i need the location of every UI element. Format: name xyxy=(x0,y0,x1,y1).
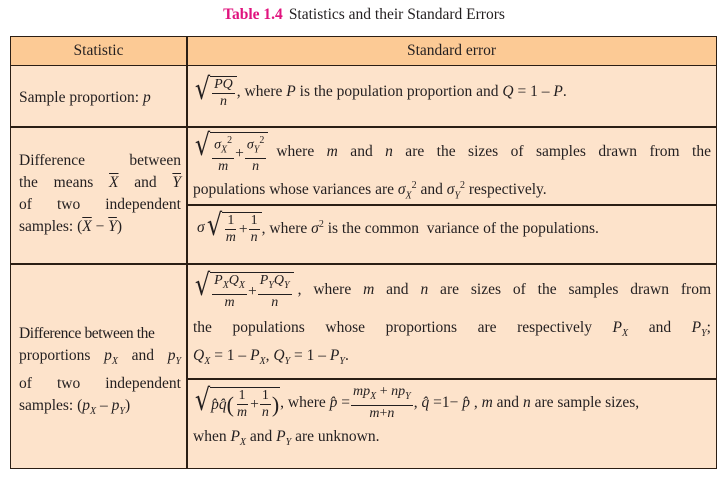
se-difference-means-1: √ $\frac{\sigma_X^2}{m}$ + $\frac{\sigma_Y^2}{n}$ where m and n are the sizes of samples drawn from the populations whose variances are $\sigma_X^2$ and $\sigma_Y^2$ respectively. xyxy=(193,128,711,202)
statistic-sample-proportion: Sample proportion: p xyxy=(19,89,151,106)
sqrt-formula: √ $\frac{PQ}{n}$ xyxy=(193,73,237,110)
table-header xyxy=(11,37,716,66)
table-label: Table 1.4 xyxy=(223,6,283,23)
se-difference-proportions-2: √ p̂q̂ ( $\frac{1}{m}$ + $\frac{1}{n}$ ) , where p̂ = $\frac{mp_X + np_Y}{m+n}$ , q̂ =1− p̂ , m and n are sample sizes, when $P_X$ and $P_Y$ are unknown. xyxy=(193,383,640,448)
sqrt-formula: √ p̂q̂ ( $\frac{1}{m}$ + $\frac{1}{n}$ ) xyxy=(194,383,280,421)
statistics-table xyxy=(10,36,717,469)
column-divider xyxy=(186,37,188,468)
statistic-difference-proportions: Difference between the proportions $p_X$ and $p_Y$ of two independent samples: $(p_X - p_Y)$ xyxy=(19,325,181,418)
row-divider xyxy=(11,263,716,265)
sqrt-formula: √ $\frac{1}{m}$ + $\frac{1}{n}$ xyxy=(205,209,262,246)
header-statistic: Statistic xyxy=(73,42,124,59)
statistic-difference-means: Difference between the means $\overline{X}$ and $\overline{Y}$ of two independent samples: $(\overline{X} - \overline{Y})$ xyxy=(19,152,181,235)
table-caption xyxy=(0,6,728,24)
se-sample-proportion: √ $\frac{PQ}{n}$ , where P is the population proportion and Q = 1 – P. xyxy=(194,72,567,109)
sqrt-formula: √ $\frac{\sigma_X^2}{m}$ + $\frac{\sigma_Y^2}{n}$ xyxy=(193,129,268,175)
se-difference-proportions-1: √ $\frac{P_XQ_X}{m}$ + $\frac{P_YQ_Y}{n}$ , where m and n are sizes of the samples drawn from the populations whose proportions are respectively $P_X$ and $P_Y$; $Q_X = 1 - P_X$, $Q_Y = 1 - P_Y$. xyxy=(193,268,712,367)
se-difference-means-2: σ √ $\frac{1}{m}$ + $\frac{1}{n}$ , where $\sigma^2$ is the common variance of the populations. xyxy=(197,208,599,245)
table-title: Statistics and their Standard Errors xyxy=(288,6,505,23)
sqrt-formula: √ $\frac{P_XQ_X}{m}$ + $\frac{P_YQ_Y}{n}$ xyxy=(193,269,294,311)
header-standard-error: Standard error xyxy=(406,42,497,59)
subrow-divider xyxy=(187,378,717,380)
row-divider xyxy=(11,126,716,128)
